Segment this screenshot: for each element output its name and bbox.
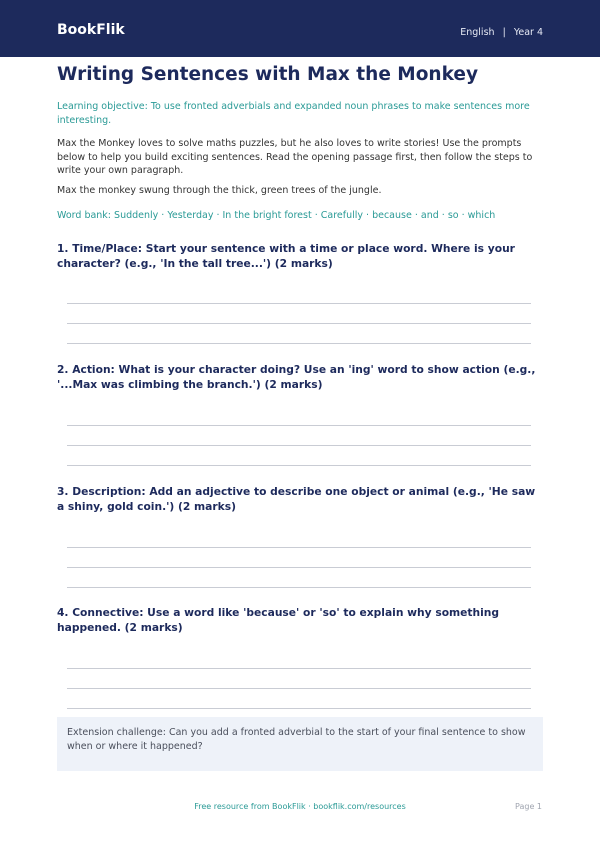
answer-line[interactable] [67,303,531,304]
answer-line[interactable] [67,445,531,446]
word-bank: Word bank: Suddenly · Yesterday · In the bright forest · Carefully · because · and · so · which [57,210,496,221]
header-bar [0,0,600,57]
subject-year [460,27,543,38]
answer-line[interactable] [67,668,531,669]
page-number: Page 1 [515,802,542,811]
answer-line[interactable] [67,708,531,709]
answer-line[interactable] [67,425,531,426]
intro-text: Max the Monkey loves to solve maths puzzles, but he also loves to write stories! Use the prompts below to help you build exciting sentences. Read the opening passage first, then follow the steps to write your own paragraph. [57,138,533,176]
question-4: 4. Connective: Use a word like 'because' or 'so' to explain why something happened. (2 marks) [57,606,500,634]
question-2: 2. Action: What is your character doing? Use an 'ing' word to show action (e.g., '...Max was climbing the branch.') (2 marks) [57,363,536,391]
brand-logo: BookFlik [57,22,125,38]
subject-label: English [460,27,495,38]
extension-challenge-box [57,717,543,771]
question-3: 3. Description: Add an adjective to describe one object or animal (e.g., 'He saw a shiny, gold coin.') (2 marks) [57,485,536,513]
separator: | [502,27,506,38]
answer-line[interactable] [67,567,531,568]
footer-source[interactable]: Free resource from BookFlik · bookflik.com/resources [194,802,406,811]
answer-line[interactable] [67,323,531,324]
year-label: Year 4 [513,27,543,38]
learning-objective: Learning objective: To use fronted adverbials and expanded noun phrases to make sentences more interesting. [57,101,530,126]
opening-passage: Max the monkey swung through the thick, green trees of the jungle. [57,185,382,196]
answer-line[interactable] [67,688,531,689]
answer-line[interactable] [67,343,531,344]
question-1: 1. Time/Place: Start your sentence with a time or place word. Where is your character? (e.g., 'In the tall tree...') (2 marks) [57,242,515,270]
extension-challenge-text: Extension challenge: Can you add a fronted adverbial to the start of your final sentence to show when or where it happened? [67,727,526,752]
answer-line[interactable] [67,465,531,466]
answer-line[interactable] [67,587,531,588]
answer-line[interactable] [67,547,531,548]
page-title: Writing Sentences with Max the Monkey [57,64,479,85]
